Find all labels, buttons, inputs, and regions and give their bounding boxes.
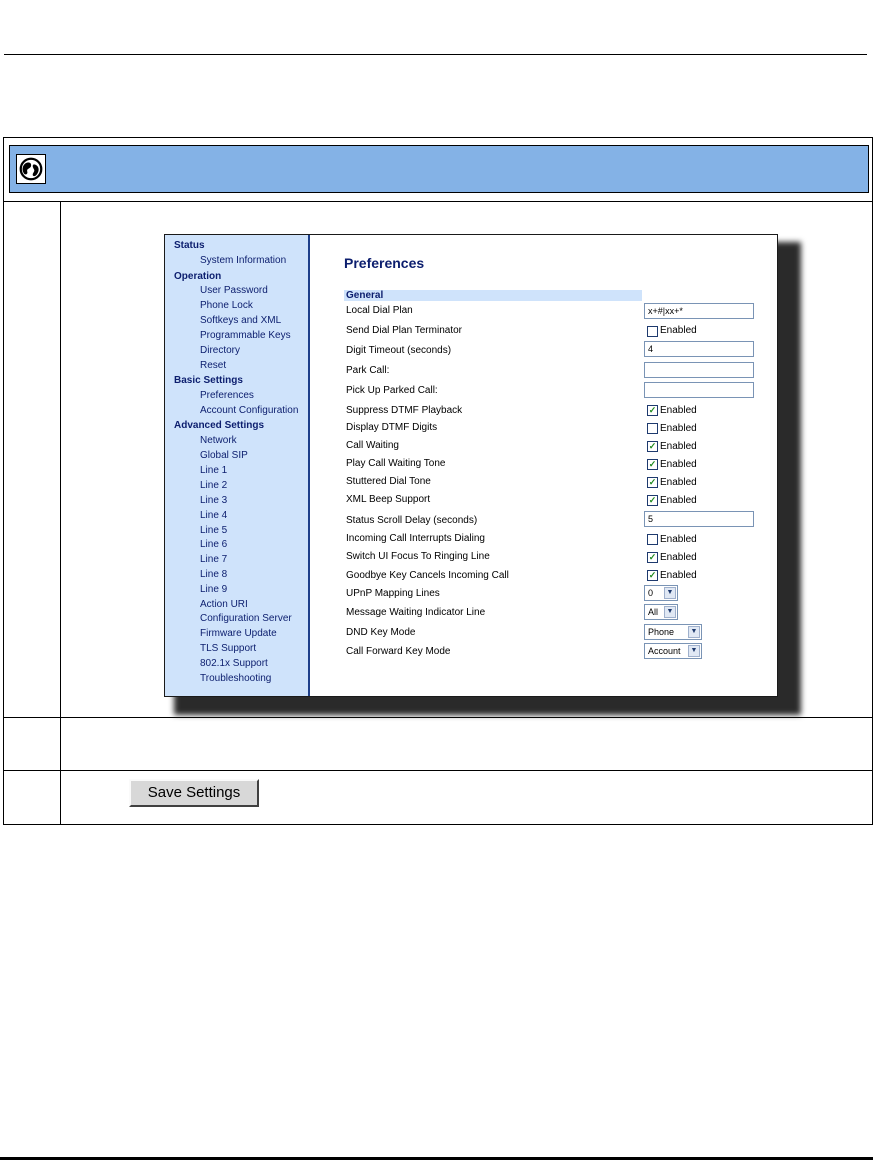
mwi-line-label: Message Waiting Indicator Line — [346, 607, 486, 618]
suppress-dtmf-playback-label: Suppress DTMF Playback — [346, 405, 463, 416]
pick-up-parked-call-label: Pick Up Parked Call: — [346, 385, 438, 396]
nav-item-directory[interactable]: Directory — [200, 345, 241, 356]
nav-item-action-uri[interactable]: Action URI — [200, 599, 248, 610]
goodbye-key-cancels-checkbox[interactable]: ✓ — [648, 570, 657, 580]
xml-beep-support-label: XML Beep Support — [346, 494, 431, 505]
enabled-label: Enabled — [660, 459, 697, 470]
digit-timeout-field[interactable]: 4 — [644, 341, 754, 357]
nav-item-line-3[interactable]: Line 3 — [200, 495, 228, 506]
switch-ui-focus-label: Switch UI Focus To Ringing Line — [346, 551, 490, 562]
enabled-label: Enabled — [660, 495, 697, 506]
procedure-table — [3, 137, 873, 825]
call-forward-key-mode-value: Account — [648, 646, 681, 656]
park-call-field[interactable] — [644, 362, 754, 378]
nav-item-line-2[interactable]: Line 2 — [200, 480, 228, 491]
nav-item-line-7[interactable]: Line 7 — [200, 554, 228, 565]
chevron-down-icon: ▼ — [664, 606, 676, 618]
send-dial-plan-terminator-checkbox[interactable] — [647, 326, 658, 337]
switch-ui-focus-checkbox[interactable]: ✓ — [648, 552, 657, 562]
nav-section-basic-settings: Basic Settings — [174, 375, 243, 386]
mwi-line-value: All — [648, 607, 659, 617]
nav-item-softkeys-xml[interactable]: Softkeys and XML — [200, 315, 282, 326]
row-divider — [4, 770, 872, 771]
stuttered-dial-tone-label: Stuttered Dial Tone — [346, 476, 431, 487]
incoming-call-interrupts-dialing-label: Incoming Call Interrupts Dialing — [346, 533, 485, 544]
status-scroll-delay-label: Status Scroll Delay (seconds) — [346, 515, 478, 526]
enabled-label: Enabled — [660, 441, 697, 452]
display-dtmf-digits-label: Display DTMF Digits — [346, 422, 438, 433]
nav-item-802-1x-support[interactable]: 802.1x Support — [200, 658, 268, 669]
save-settings-button[interactable]: Save Settings — [129, 779, 259, 807]
upnp-mapping-lines-label: UPnP Mapping Lines — [346, 588, 440, 599]
digit-timeout-label: Digit Timeout (seconds) — [346, 345, 452, 356]
nav-item-line-1[interactable]: Line 1 — [200, 465, 228, 476]
row-divider — [4, 201, 872, 202]
display-dtmf-digits-checkbox[interactable] — [647, 423, 658, 434]
nav-section-advanced-settings: Advanced Settings — [174, 420, 265, 431]
page-title: Preferences — [344, 255, 425, 271]
local-dial-plan-label: Local Dial Plan — [346, 305, 413, 316]
nav-item-programmable-keys[interactable]: Programmable Keys — [200, 330, 291, 341]
bottom-rule — [0, 1157, 873, 1160]
send-dial-plan-terminator-label: Send Dial Plan Terminator — [346, 325, 462, 336]
top-rule — [4, 54, 867, 55]
upnp-mapping-lines-select[interactable] — [644, 585, 678, 601]
nav-item-system-information[interactable]: System Information — [200, 255, 287, 266]
call-waiting-checkbox[interactable]: ✓ — [648, 441, 657, 451]
web-ui-screenshot — [164, 234, 778, 697]
section-header-general — [344, 290, 642, 301]
enabled-label: Enabled — [660, 405, 697, 416]
dnd-key-mode-value: Phone — [648, 627, 675, 637]
upnp-mapping-lines-value: 0 — [648, 588, 654, 598]
mwi-line-select[interactable] — [644, 604, 678, 620]
play-call-waiting-tone-label: Play Call Waiting Tone — [346, 458, 446, 469]
nav-item-firmware-update[interactable]: Firmware Update — [200, 628, 277, 639]
enabled-label: Enabled — [660, 534, 697, 545]
call-waiting-label: Call Waiting — [346, 440, 399, 451]
nav-section-operation: Operation — [174, 271, 222, 282]
enabled-label: Enabled — [660, 570, 697, 581]
enabled-label: Enabled — [660, 325, 697, 336]
enabled-label: Enabled — [660, 477, 697, 488]
nav-item-phone-lock[interactable]: Phone Lock — [200, 300, 253, 311]
nav-item-tls-support[interactable]: TLS Support — [200, 643, 257, 654]
nav-item-configuration-server[interactable]: Configuration Server — [200, 613, 292, 624]
stuttered-dial-tone-checkbox[interactable]: ✓ — [648, 477, 657, 487]
nav-item-reset[interactable]: Reset — [200, 360, 227, 371]
chevron-down-icon: ▼ — [688, 626, 700, 638]
nav-item-line-9[interactable]: Line 9 — [200, 584, 228, 595]
enabled-label: Enabled — [660, 552, 697, 563]
nav-section-status: Status — [174, 240, 205, 251]
preferences-panel — [312, 235, 777, 696]
incoming-call-interrupts-dialing-checkbox[interactable] — [647, 534, 658, 545]
dnd-key-mode-select[interactable] — [644, 624, 702, 640]
row-divider — [4, 717, 872, 718]
section-label: General — [346, 290, 384, 301]
call-forward-key-mode-select[interactable] — [644, 643, 702, 659]
nav-item-user-password[interactable]: User Password — [200, 285, 268, 296]
chevron-down-icon: ▼ — [664, 587, 676, 599]
suppress-dtmf-playback-checkbox[interactable]: ✓ — [648, 405, 657, 415]
globe-web-icon — [16, 154, 46, 184]
procedure-header-bar — [9, 145, 869, 193]
goodbye-key-cancels-label: Goodbye Key Cancels Incoming Call — [346, 570, 509, 581]
play-call-waiting-tone-checkbox[interactable]: ✓ — [648, 459, 657, 469]
dnd-key-mode-label: DND Key Mode — [346, 627, 416, 638]
nav-item-line-6[interactable]: Line 6 — [200, 539, 228, 550]
chevron-down-icon: ▼ — [688, 645, 700, 657]
park-call-label: Park Call: — [346, 365, 390, 376]
nav-item-account-configuration[interactable]: Account Configuration — [200, 405, 299, 416]
nav-item-global-sip[interactable]: Global SIP — [200, 450, 248, 461]
status-scroll-delay-field[interactable]: 5 — [644, 511, 754, 527]
nav-item-line-5[interactable]: Line 5 — [200, 525, 228, 536]
call-forward-key-mode-label: Call Forward Key Mode — [346, 646, 451, 657]
pick-up-parked-call-field[interactable] — [644, 382, 754, 398]
nav-item-line-8[interactable]: Line 8 — [200, 569, 228, 580]
xml-beep-support-checkbox[interactable]: ✓ — [648, 495, 657, 505]
enabled-label: Enabled — [660, 423, 697, 434]
nav-item-network[interactable]: Network — [200, 435, 237, 446]
column-divider — [60, 201, 61, 825]
nav-item-troubleshooting[interactable]: Troubleshooting — [200, 673, 272, 684]
nav-item-line-4[interactable]: Line 4 — [200, 510, 228, 521]
nav-sidebar — [165, 235, 310, 696]
nav-item-preferences[interactable]: Preferences — [200, 390, 254, 401]
local-dial-plan-field[interactable]: x+#|xx+* — [644, 303, 754, 319]
